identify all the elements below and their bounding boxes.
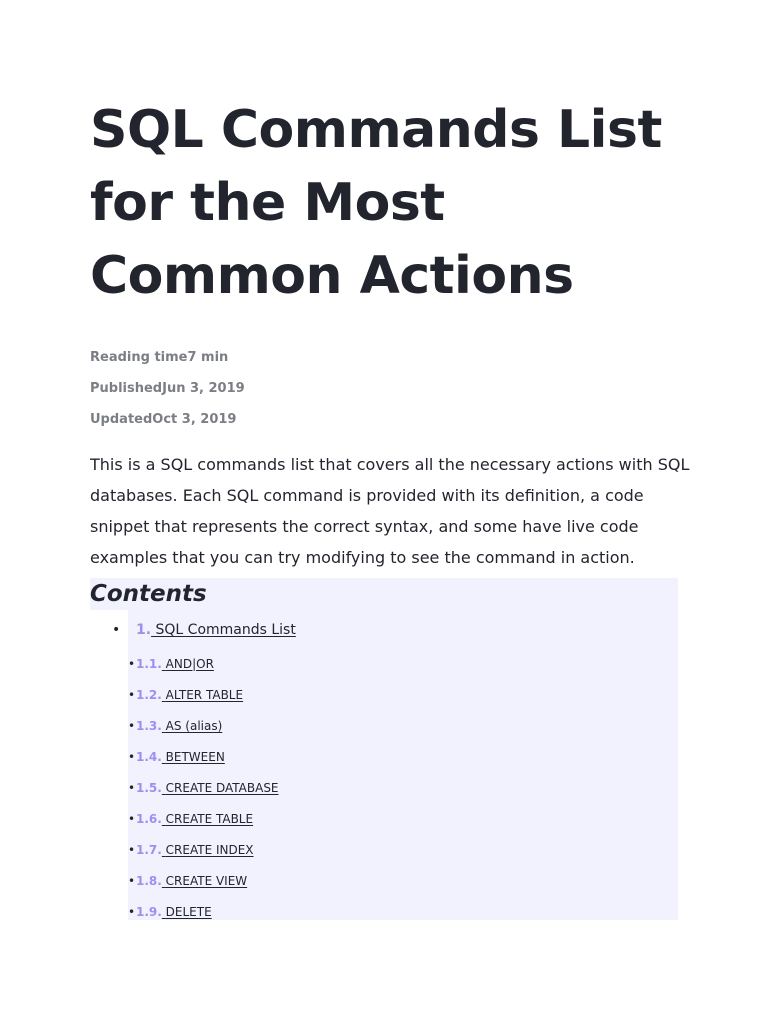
toc-item-link[interactable]: ALTER TABLE	[165, 688, 244, 702]
bullet-icon: •	[128, 657, 136, 671]
bullet-icon: •	[112, 622, 121, 638]
toc-item-link[interactable]: DELETE	[165, 905, 212, 919]
toc-sub-item[interactable]	[128, 686, 243, 704]
bullet-icon: •	[128, 843, 136, 857]
toc-item-sql-commands-list[interactable]	[112, 620, 296, 640]
reading-time-value: 7 min	[187, 350, 229, 365]
toc-item-number[interactable]: 1.2.	[136, 688, 162, 702]
bullet-icon: •	[128, 750, 136, 764]
toc-item-link[interactable]: BETWEEN	[165, 750, 225, 764]
toc-item-number[interactable]: 1.6.	[136, 812, 162, 826]
page-title: SQL Commands List for the Most Common Actions	[90, 100, 662, 306]
toc-sub-item[interactable]	[128, 748, 225, 766]
toc-heading: Contents	[90, 581, 207, 607]
toc-item-link[interactable]: AS (alias)	[165, 719, 223, 733]
toc-item-link[interactable]: SQL Commands List	[155, 622, 296, 638]
updated-value: Oct 3, 2019	[152, 412, 237, 427]
published-date	[90, 381, 245, 396]
toc-item-number[interactable]: 1.9.	[136, 905, 162, 919]
toc-item-number[interactable]: 1.1.	[136, 657, 162, 671]
reading-time	[90, 350, 228, 365]
toc-item-link[interactable]: CREATE TABLE	[165, 812, 254, 826]
toc-item-number[interactable]: 1.8.	[136, 874, 162, 888]
toc-sub-item[interactable]	[128, 903, 212, 921]
toc-item-number[interactable]: 1.4.	[136, 750, 162, 764]
toc-sub-item[interactable]	[128, 872, 247, 890]
updated-label: Updated	[90, 412, 153, 427]
published-label: Published	[90, 381, 163, 396]
toc-sub-item[interactable]	[128, 655, 214, 673]
toc-item-number[interactable]: 1.7.	[136, 843, 162, 857]
updated-date	[90, 412, 236, 427]
bullet-icon: •	[128, 874, 136, 888]
toc-sub-item[interactable]	[128, 779, 279, 797]
toc-item-link[interactable]: AND|OR	[165, 657, 214, 671]
toc-item-link[interactable]: CREATE VIEW	[165, 874, 248, 888]
intro-paragraph: This is a SQL commands list that covers all the necessary actions with SQL databases. Each SQL command is provided with its definition, a code snippet that represents the correct syntax, and some have live code examples that you can try modifying to see the command in action.	[90, 455, 690, 567]
bullet-icon: •	[128, 812, 136, 826]
toc-sub-item[interactable]	[128, 810, 253, 828]
bullet-icon: •	[128, 905, 136, 919]
bullet-icon: •	[128, 688, 136, 702]
toc-sub-item[interactable]	[128, 841, 254, 859]
bullet-icon: •	[128, 781, 136, 795]
toc-sub-item[interactable]	[128, 717, 222, 735]
reading-time-label: Reading time	[90, 350, 188, 365]
published-value: Jun 3, 2019	[162, 381, 245, 396]
toc-item-link[interactable]: CREATE INDEX	[165, 843, 254, 857]
toc-item-number[interactable]: 1.	[136, 622, 152, 638]
bullet-icon: •	[128, 719, 136, 733]
toc-item-number[interactable]: 1.3.	[136, 719, 162, 733]
toc-item-number[interactable]: 1.5.	[136, 781, 162, 795]
toc-item-link[interactable]: CREATE DATABASE	[165, 781, 279, 795]
